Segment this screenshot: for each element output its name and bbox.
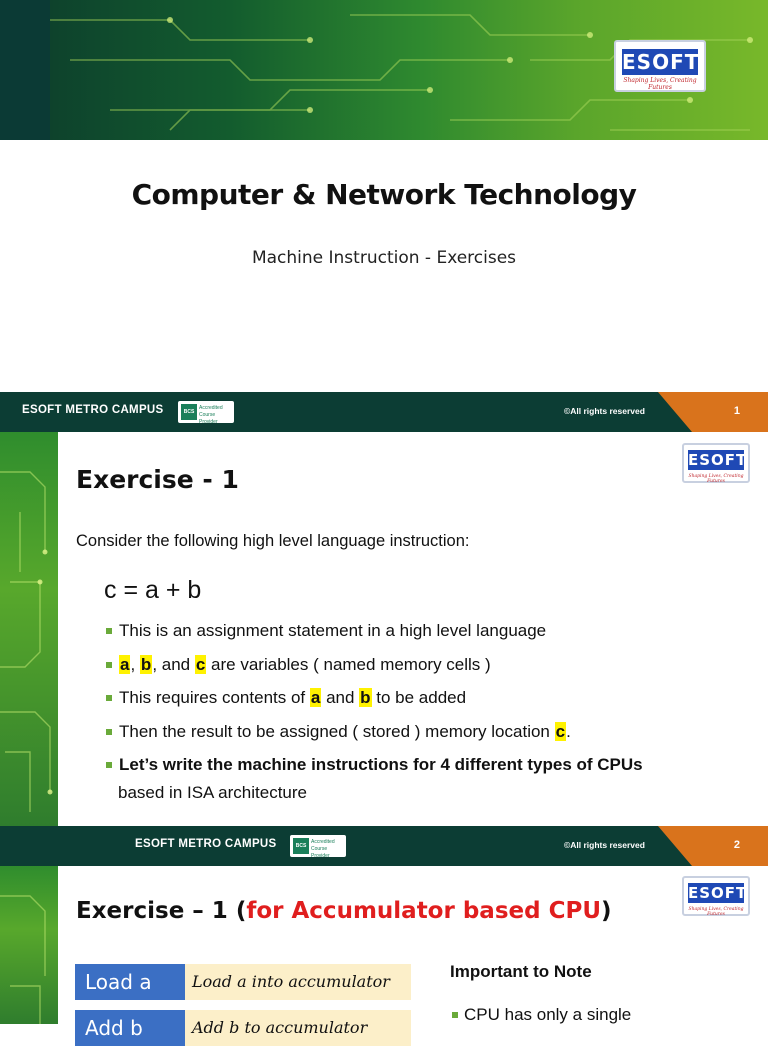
equation: c = a + b (104, 576, 202, 604)
instruction-row (75, 964, 411, 1000)
page-number: 2 (733, 839, 740, 851)
side-circuit-pattern (0, 866, 58, 1024)
circuit-banner (0, 0, 768, 140)
instruction-op: Load a (75, 964, 185, 1000)
bullet-square-icon (106, 628, 112, 634)
bullet-square-icon (106, 662, 112, 668)
rights-text: ©All rights reserved (564, 406, 645, 416)
instruction-desc: Load a into accumulator (185, 964, 411, 1000)
esoft-logo (614, 40, 706, 92)
bullet-text: CPU has only a single (464, 1005, 632, 1024)
highlight-var: c (555, 721, 566, 741)
bullet-square-icon (106, 762, 112, 768)
page-tab-shape (658, 826, 768, 866)
page-number: 1 (733, 405, 740, 417)
logo-tagline: Shaping Lives, Creating Futures (623, 77, 697, 91)
slide-3-side-strip (0, 866, 58, 1024)
bullet-text: are variables ( named memory cells ) (206, 654, 491, 674)
bullet-item (106, 620, 726, 654)
slide-2-side-strip (0, 432, 58, 826)
bullet-text: Let’s write the machine instructions for 4 different types of CPUs (119, 755, 643, 775)
bcs-mark: BCS (181, 404, 197, 420)
campus-name: ESOFT METRO CAMPUS (22, 404, 164, 416)
instruction-op: Add b (75, 1010, 185, 1046)
bcs-text: Accredited Course Provider (199, 405, 223, 425)
bullet-square-icon (106, 729, 112, 735)
bullet-text: , and (152, 654, 195, 674)
bullet-item (106, 721, 726, 755)
title-text: ) (601, 898, 612, 924)
instruction-row (75, 1010, 411, 1046)
logo-tagline: Shaping Lives, Creating Futures (688, 907, 744, 917)
bullet-square-icon (106, 695, 112, 701)
highlight-var: c (195, 654, 206, 674)
bullet-list (106, 620, 726, 788)
bcs-text: Accredited Course Provider (311, 839, 335, 859)
banner-dark-strip (0, 0, 50, 140)
highlight-var: b (140, 654, 152, 674)
slide-subtitle: Machine Instruction - Exercises (251, 248, 517, 268)
esoft-logo-small (682, 443, 750, 483)
exercise-title (76, 898, 612, 924)
bullet-item (106, 654, 726, 688)
bullet-text: . (566, 721, 571, 741)
slide-title: Computer & Network Technology (131, 178, 637, 211)
bullet-text: Then the result to be assigned ( stored ) memory location (119, 721, 555, 741)
exercise-intro: Consider the following high level language instruction: (76, 532, 470, 550)
bullet-text: to be added (371, 688, 467, 708)
bullet-text: This is an assignment statement in a high level language (119, 621, 547, 640)
highlight-var: a (310, 688, 321, 708)
highlight-var: b (360, 688, 371, 708)
logo-wordmark: ESOFT (688, 451, 748, 469)
page-tab (658, 392, 768, 432)
highlight-var: a (120, 654, 130, 674)
bcs-mark: BCS (293, 838, 309, 854)
slide-footer-2 (0, 826, 768, 866)
bullet-text: , (130, 654, 140, 674)
exercise-title: Exercise - 1 (76, 465, 239, 494)
bcs-badge (178, 401, 234, 423)
bullet-item (106, 687, 726, 721)
bullet-text: This requires contents of (119, 688, 310, 708)
title-text: Exercise – 1 ( (76, 898, 247, 924)
logo-wordmark: ESOFT (688, 884, 748, 902)
slide-footer-1 (0, 392, 768, 432)
campus-name: ESOFT METRO CAMPUS (135, 838, 277, 850)
logo-tagline: Shaping Lives, Creating Futures (688, 474, 744, 484)
title-highlight: for Accumulator based CPU (246, 898, 601, 924)
page-tab (658, 826, 768, 866)
logo-wordmark: ESOFT (622, 50, 700, 74)
note-heading: Important to Note (450, 962, 592, 981)
side-circuit-pattern (0, 432, 58, 826)
slide-3-body (58, 866, 768, 1024)
bullet-square-icon (452, 1012, 458, 1018)
bullet-continuation: based in ISA architecture (118, 783, 308, 802)
rights-text: ©All rights reserved (564, 840, 645, 850)
esoft-logo-small (682, 876, 750, 916)
bcs-badge (290, 835, 346, 857)
instruction-desc: Add b to accumulator (185, 1010, 411, 1046)
page-tab-shape (658, 392, 768, 432)
note-bullet (452, 1005, 631, 1025)
slide-1 (0, 0, 768, 392)
bullet-text: and (321, 688, 360, 708)
